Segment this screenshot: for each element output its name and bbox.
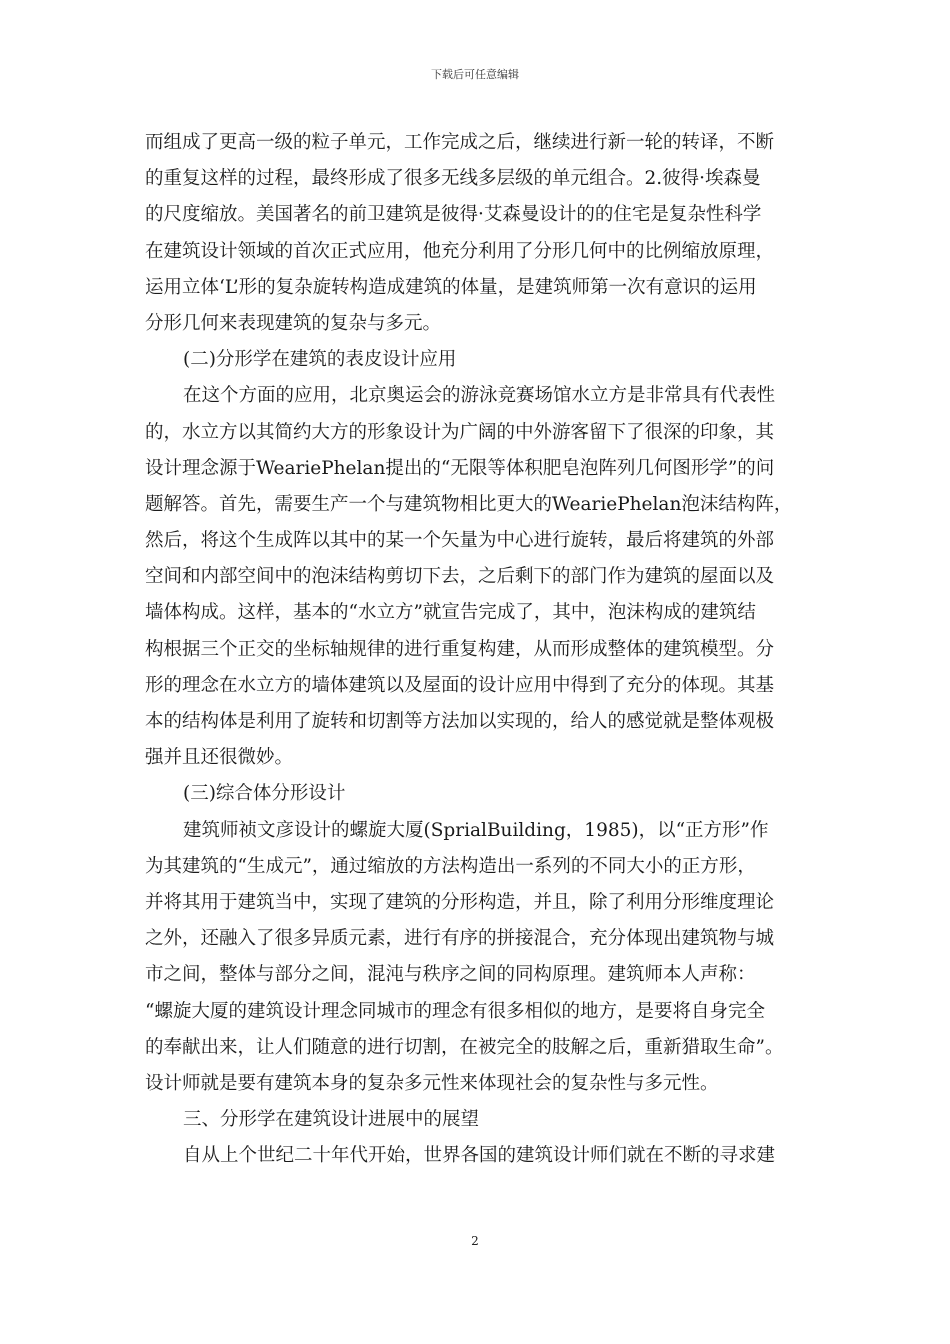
- body-line: 并将其用于建筑当中，实现了建筑的分形构造，并且，除了利用分形维度理论: [145, 891, 775, 913]
- body-line: 运用立体‘L’形的复杂旋转构造成建筑的体量，是建筑师第一次有意识的运用: [145, 276, 757, 298]
- body-line: 在建筑设计领域的首次正式应用，他充分利用了分形几何中的比例缩放原理，: [145, 240, 775, 262]
- section-heading: (三)综合体分形设计: [183, 783, 346, 805]
- paragraph-first-line: 在这个方面的应用，北京奥运会的游泳竞赛场馆水立方是非常具有代表性: [183, 385, 776, 407]
- body-line: 墙体构成。这样，基本的“水立方”就宣告完成了，其中，泡沫构成的建筑结: [145, 602, 756, 624]
- body-line: 强并且还很微妙。: [145, 747, 294, 769]
- paragraph-first-line: 建筑师祯文彦设计的螺旋大厦(SprialBuilding，1985)，以“正方形”作: [183, 819, 769, 841]
- section-heading: 三、分形学在建筑设计进展中的展望: [183, 1109, 480, 1131]
- body-line: 市之间，整体与部分之间，混沌与秩序之间的同构原理。建筑师本人声称：: [145, 964, 756, 986]
- body-line: 然后，将这个生成阵以其中的某一个矢量为中心进行旋转，最后将建筑的外部: [145, 530, 775, 552]
- body-line: 的奉献出来，让人们随意的进行切割，在被完全的肢解之后，重新猎取生命”。: [145, 1036, 784, 1058]
- body-line: 设计师就是要有建筑本身的复杂多元性来体现社会的复杂性与多元性。: [145, 1072, 719, 1094]
- body-line: 设计理念源于WeariePhelan提出的“无限等体积肥皂泡阵列几何图形学”的问: [145, 457, 775, 479]
- body-line: 本的结构体是利用了旋转和切割等方法加以实现的，给人的感觉就是整体观极: [145, 711, 775, 732]
- body-line: 分形几何来表现建筑的复杂与多元。: [145, 312, 442, 334]
- body-line: 而组成了更高一级的粒子单元，工作完成之后，继续进行新一轮的转译，不断: [145, 132, 775, 153]
- body-line: 构根据三个正交的坐标轴规律的进行重复构建，从而形成整体的建筑模型。分: [145, 638, 775, 660]
- body-line: 形的理念在水立方的墙体建筑以及屋面的设计应用中得到了充分的体现。其基: [145, 674, 775, 696]
- body-line: 的重复这样的过程，最终形成了很多无线多层级的单元组合。2.彼得·埃森曼: [145, 168, 761, 190]
- body-line: 的尺度缩放。美国著名的前卫建筑是彼得·艾森曼设计的的住宅是复杂性科学: [145, 204, 762, 226]
- header-note: 下载后可任意编辑: [431, 68, 519, 81]
- section-heading: (二)分形学在建筑的表皮设计应用: [183, 349, 457, 371]
- paragraph-first-line: 自从上个世纪二十年代开始，世界各国的建筑设计师们就在不断的寻求建: [183, 1145, 776, 1167]
- document-body: [145, 125, 815, 1174]
- body-line: 之外，还融入了很多异质元素，进行有序的拼接混合，充分体现出建筑物与城: [145, 928, 775, 950]
- body-line: 的，水立方以其简约大方的形象设计为广阔的中外游客留下了很深的印象，其: [145, 421, 775, 443]
- page-number: 2: [471, 1234, 479, 1248]
- body-line: 为其建筑的“生成元”，通过缩放的方法构造出一系列的不同大小的正方形，: [145, 855, 756, 877]
- body-line: 空间和内部空间中的泡沫结构剪切下去，之后剩下的部门作为建筑的屋面以及: [145, 566, 775, 588]
- body-line: “螺旋大厦的建筑设计理念同城市的理念有很多相似的地方，是要将自身完全: [145, 1000, 765, 1022]
- body-line: 题解答。首先，需要生产一个与建筑物相比更大的WeariePhelan泡沫结构阵，: [145, 493, 793, 515]
